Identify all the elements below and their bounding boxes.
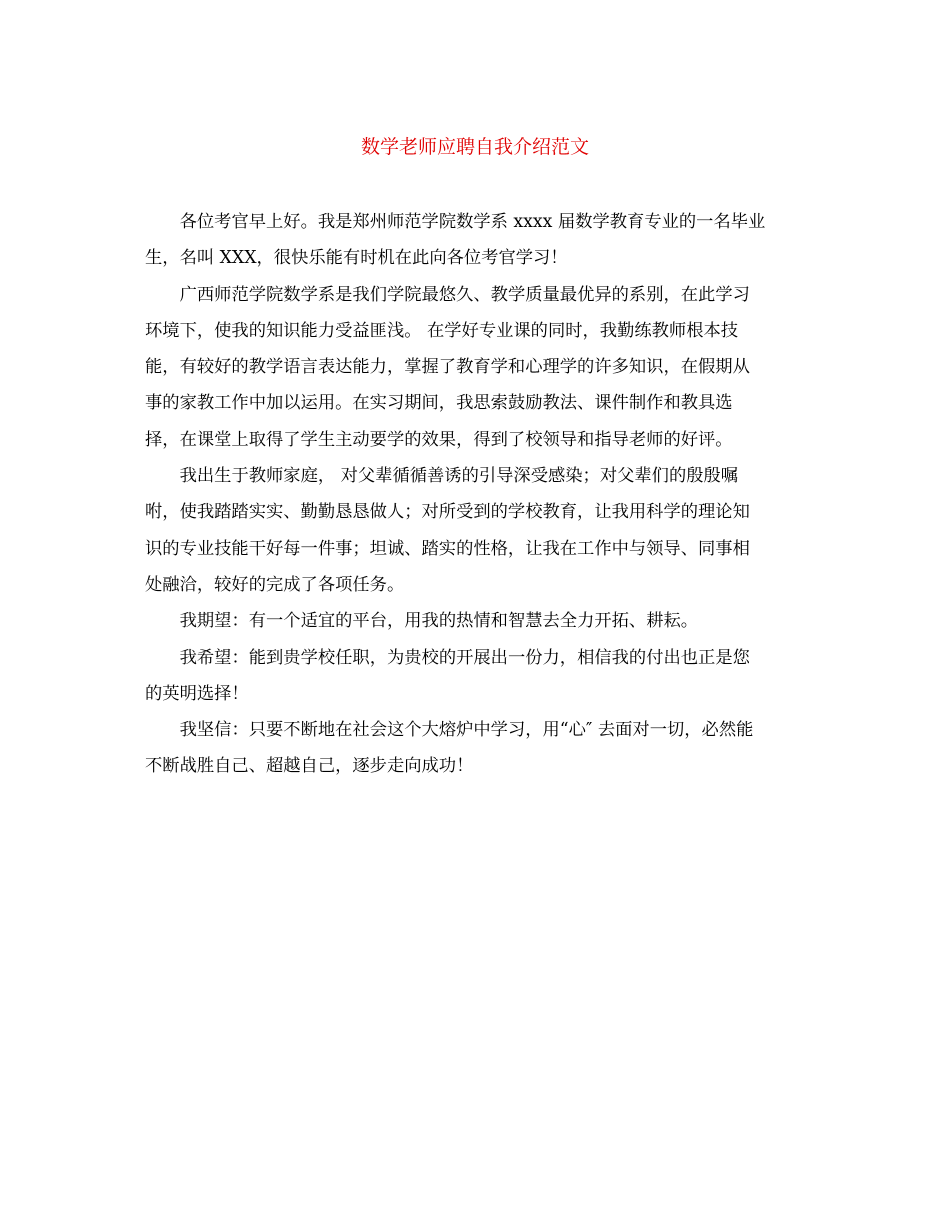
paragraph-belief [145, 712, 807, 785]
paragraph-line: 各位考官早上好。我是郑州师范学院数学系 xxxx 届数学教育专业的一名毕业 [179, 212, 766, 232]
paragraph-line: 环境下，使我的知识能力受益匪浅。 在学好专业课的同时，我勤练教师根本技 [145, 320, 739, 341]
paragraph-line: 的英明选择！ [145, 683, 249, 704]
paragraph-line: 广西师范学院数学系是我们学院最悠久、教学质量最优异的系别，在此学习 [179, 284, 750, 305]
document-title: 数学老师应聘自我介绍范文 [360, 136, 589, 158]
paragraph-line: 不断战胜自己、超越自己，逐步走向成功！ [145, 756, 474, 777]
paragraph-line: 能，有较好的教学语言表达能力，掌握了教育学和心理学的许多知识，在假期从 [145, 357, 750, 378]
paragraph-college [145, 277, 807, 458]
paragraph-line: 我坚信：只要不断地在社会这个大熔炉中学习，用“心″ 去面对一切，必然能 [179, 720, 754, 741]
paragraph-expect [145, 603, 807, 639]
paragraph-line: 生，名叫 XXX，很快乐能有时机在此向各位考官学习！ [145, 248, 568, 269]
paragraph-family [145, 458, 807, 603]
paragraph-line: 我期望：有一个适宜的平台，用我的热情和智慧去全力开拓、耕耘。 [179, 611, 699, 632]
paragraph-line: 我希望：能到贵学校任职，为贵校的开展出一份力，相信我的付出也正是您 [179, 647, 750, 668]
paragraph-line: 择，在课堂上取得了学生主动要学的效果，得到了校领导和指导老师的好评。 [145, 429, 733, 450]
paragraph-line: 事的家教工作中加以运用。在实习期间，我思索鼓励教法、课件制作和教具选 [145, 393, 733, 414]
document-body [145, 204, 807, 785]
paragraph-greeting [145, 204, 807, 277]
paragraph-hope [145, 640, 807, 713]
paragraph-line: 我出生于教师家庭， 对父辈循循善诱的引导深受感染；对父辈们的殷殷嘱 [179, 466, 739, 487]
paragraph-line: 咐，使我踏踏实实、勤勤恳恳做人；对所受到的学校教育，让我用科学的理论知 [145, 502, 750, 523]
paragraph-line: 识的专业技能干好每一件事；坦诚、踏实的性格，让我在工作中与领导、同事相 [145, 538, 750, 559]
paragraph-line: 处融洽，较好的完成了各项任务。 [145, 574, 405, 595]
